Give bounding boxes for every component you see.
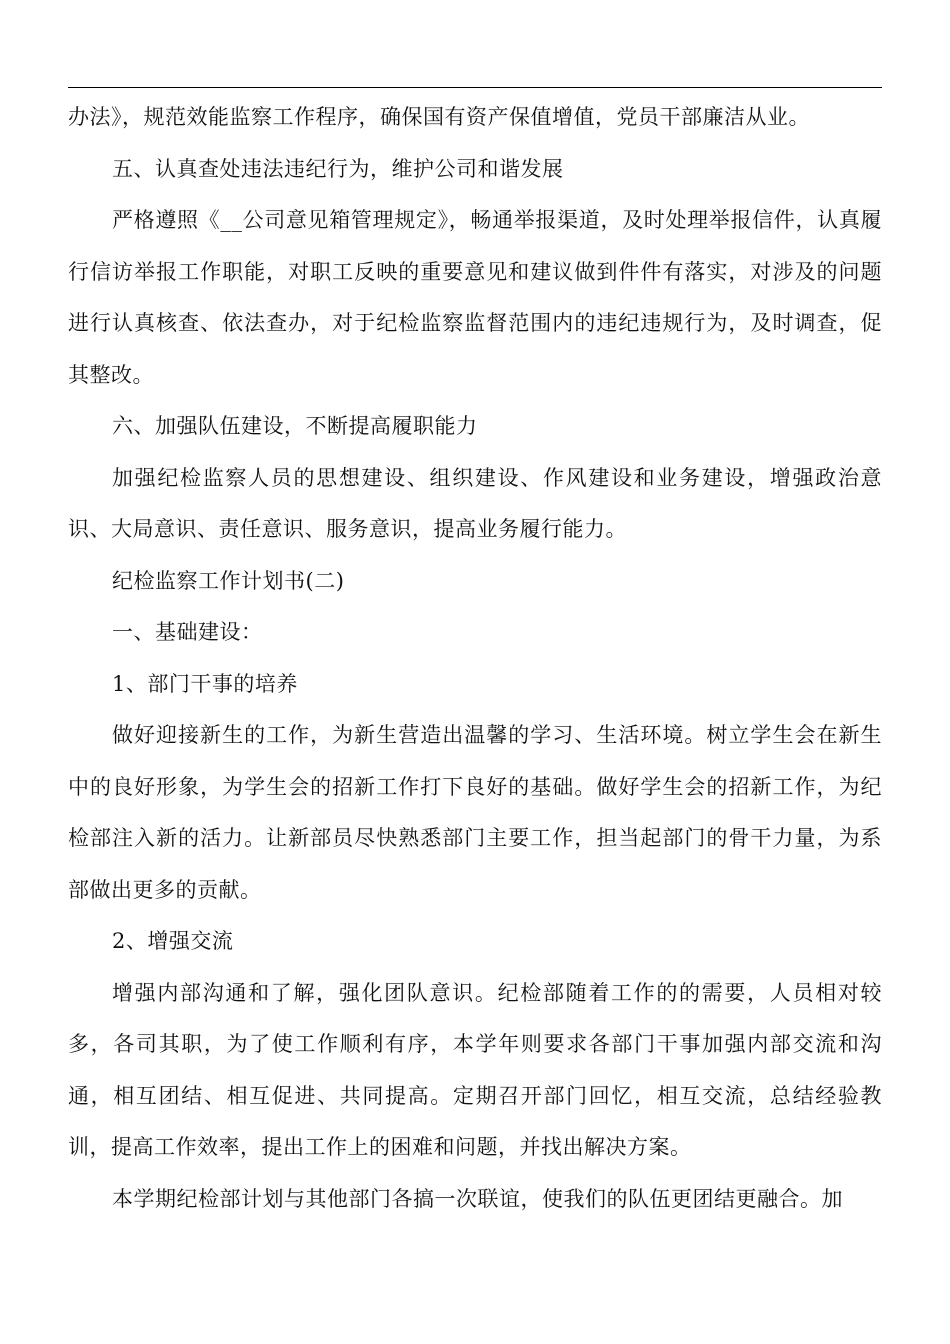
subheading-communication: 2、增强交流: [112, 929, 234, 953]
section-heading-six: 六、加强队伍建设，不断提高履职能力: [112, 414, 478, 438]
paragraph-joint-activity: 本学期纪检部计划与其他部门各搞一次联谊，使我们的队伍更团结更融合。加: [112, 1186, 843, 1211]
paragraph-team-building: 加强纪检监察人员的思想建设、组织建设、作风建设和业务建设，增强政治意识、大局意识、责任意识、服务意识，提高业务履行能力。: [68, 465, 882, 541]
paragraph-new-students: 做好迎接新生的工作，为新生营造出温馨的学习、生活环境。树立学生会在新生中的良好形象，为学生会的招新工作打下良好的基础。做好学生会的招新工作，为纪检部注入新的活力。让新部员尽快熟悉部门主要工作，担当起部门的骨干力量，为系部做出更多的贡献。: [68, 723, 882, 902]
document-body: [68, 92, 882, 1225]
subheading-staff-training: 1、部门干事的培养: [112, 671, 298, 696]
paragraph-complaint-handling: 严格遵照《__公司意见箱管理规定》，畅通举报渠道，及时处理举报信件，认真履行信访举报工作职能，对职工反映的重要意见和建议做到件件有落实，对涉及的问题进行认真核查、依法查办，对于纪检监察监督范围内的违纪违规行为，及时调查，促其整改。: [68, 208, 882, 387]
section-heading-basic: 一、基础建设：: [112, 620, 263, 644]
section-heading-five: 五、认真查处违法违纪行为，维护公司和谐发展: [112, 156, 564, 181]
paragraph-internal-communication: 增强内部沟通和了解，强化团队意识。纪检部随着工作的的需要，人员相对较多，各司其职，为了使工作顺利有序，本学年则要求各部门干事加强内部交流和沟通，相互团结、相互促进、共同提高。定期召开部门回忆，相互交流，总结经验教训，提高工作效率，提出工作上的困难和问题，并找出解决方案。: [68, 980, 882, 1159]
document-subtitle: 纪检监察工作计划书(二): [112, 568, 345, 593]
paragraph-continuation: 办法》，规范效能监察工作程序，确保国有资产保值增值，党员干部廉洁从业。: [68, 105, 810, 129]
header-rule: [68, 87, 882, 88]
